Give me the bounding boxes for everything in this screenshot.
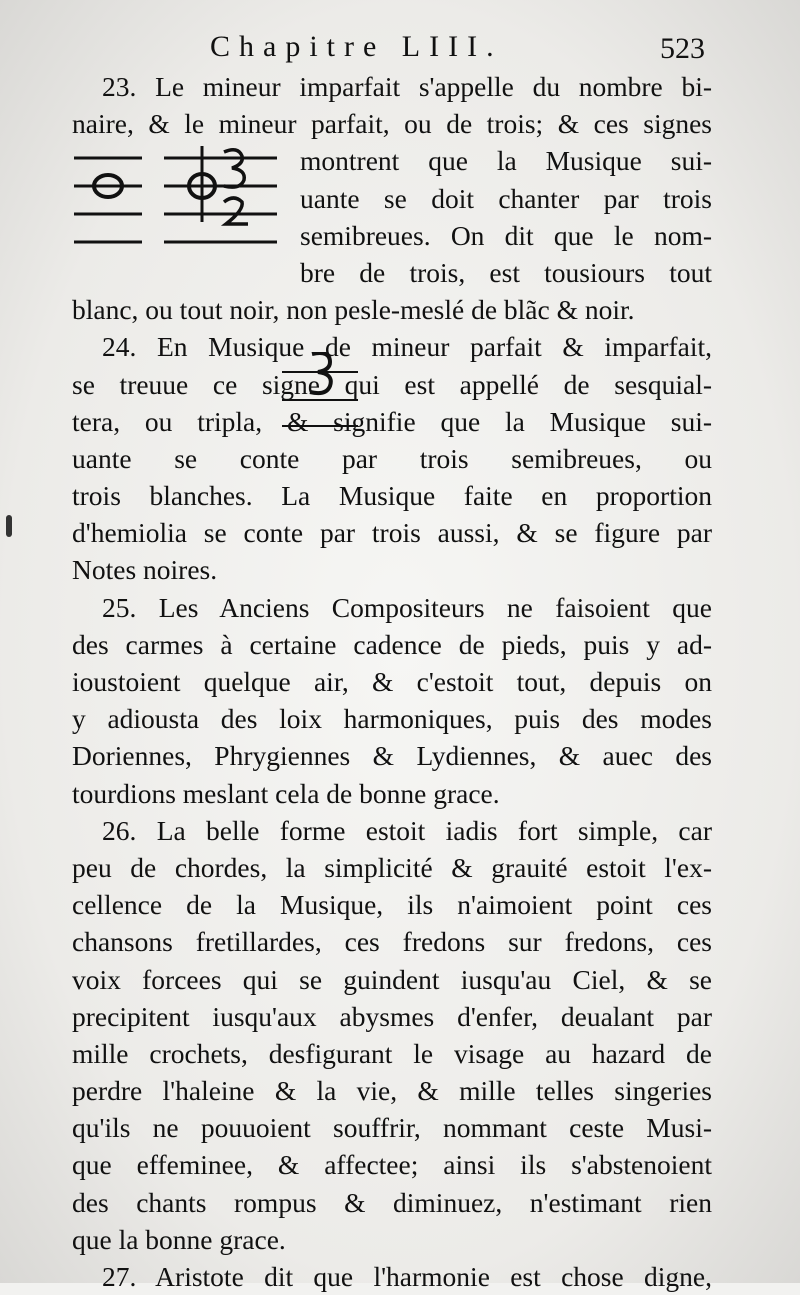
text-lines [72,68,712,1295]
text-line: bre de trois, est tousiours tout [300,256,712,288]
text-line: trois blanches. La Musique faite en proportion [72,480,712,512]
margin-mark [6,515,12,537]
text-line: que la bonne grace. [72,1223,286,1255]
text-line: uante se conte par trois semibreues, ou [72,442,712,474]
text-line: tera, ou tripla, & signifie que la Musique sui- [72,405,712,437]
text-line: naire, & le mineur parfait, ou de trois; & ces signes [72,108,712,140]
chapter-title: Chapitre LIII. [210,30,503,63]
text-line: cellence de la Musique, ils n'aimoient point ces [72,889,712,921]
text-line: mille crochets, desfigurant le visage au hazard de [72,1037,712,1069]
text-line: 26. La belle forme estoit iadis fort simple, car [102,814,712,846]
body-text [72,68,712,1295]
text-line: des carmes à certaine cadence de pieds, puis y ad- [72,628,712,660]
text-line: semibreues. On dit que le nom- [300,219,712,251]
text-line: voix forcees qui se guindent iusqu'au Ciel, & se [72,963,712,995]
text-line: perdre l'haleine & la vie, & mille telles singeries [72,1075,712,1107]
text-line: Notes noires. [72,554,218,586]
text-line: 25. Les Anciens Compositeurs ne faisoient que [102,591,712,623]
text-line: tourdions meslant cela de bonne grace. [72,777,500,809]
text-line: 27. Aristote dit que l'harmonie est chose digne, [102,1261,712,1292]
text-line: blanc, ou tout noir, non pesle-meslé de blãc & noir. [72,294,635,326]
text-line: y adiousta des loix harmoniques, puis des modes [72,703,712,735]
text-line: montrent que la Musique sui- [300,145,712,177]
text-line: uante se doit chanter par trois [300,182,712,214]
page-number: 523 [660,32,705,65]
text-line: chansons fretillardes, ces fredons sur fredons, ces [72,926,712,958]
text-line: precipitent iusqu'aux abysmes d'enfer, deualant par [72,1000,712,1032]
text-line: se treuue ce signe qui est appellé de sesquial- [72,368,712,400]
text-line: Doriennes, Phrygiennes & Lydiennes, & auec des [72,740,712,772]
text-line: qu'ils ne pouuoient souffrir, nommant ceste Musi- [72,1112,712,1144]
text-line: des chants rompus & diminuez, n'estimant rien [72,1186,712,1218]
text-line: que effeminee, & affectee; ainsi ils s'abstenoient [72,1149,712,1181]
text-line: peu de chordes, la simplicité & grauité estoit l'ex- [72,851,712,883]
text-line: d'hemiolia se conte par trois aussi, & se figure par [72,517,712,549]
text-line: 24. En Musique de mineur parfait & imparfait, [102,331,712,363]
running-header [0,30,800,70]
text-line: 23. Le mineur imparfait s'appelle du nombre bi- [102,71,712,102]
text-line: ioustoient quelque air, & c'estoit tout, depuis on [72,666,712,697]
